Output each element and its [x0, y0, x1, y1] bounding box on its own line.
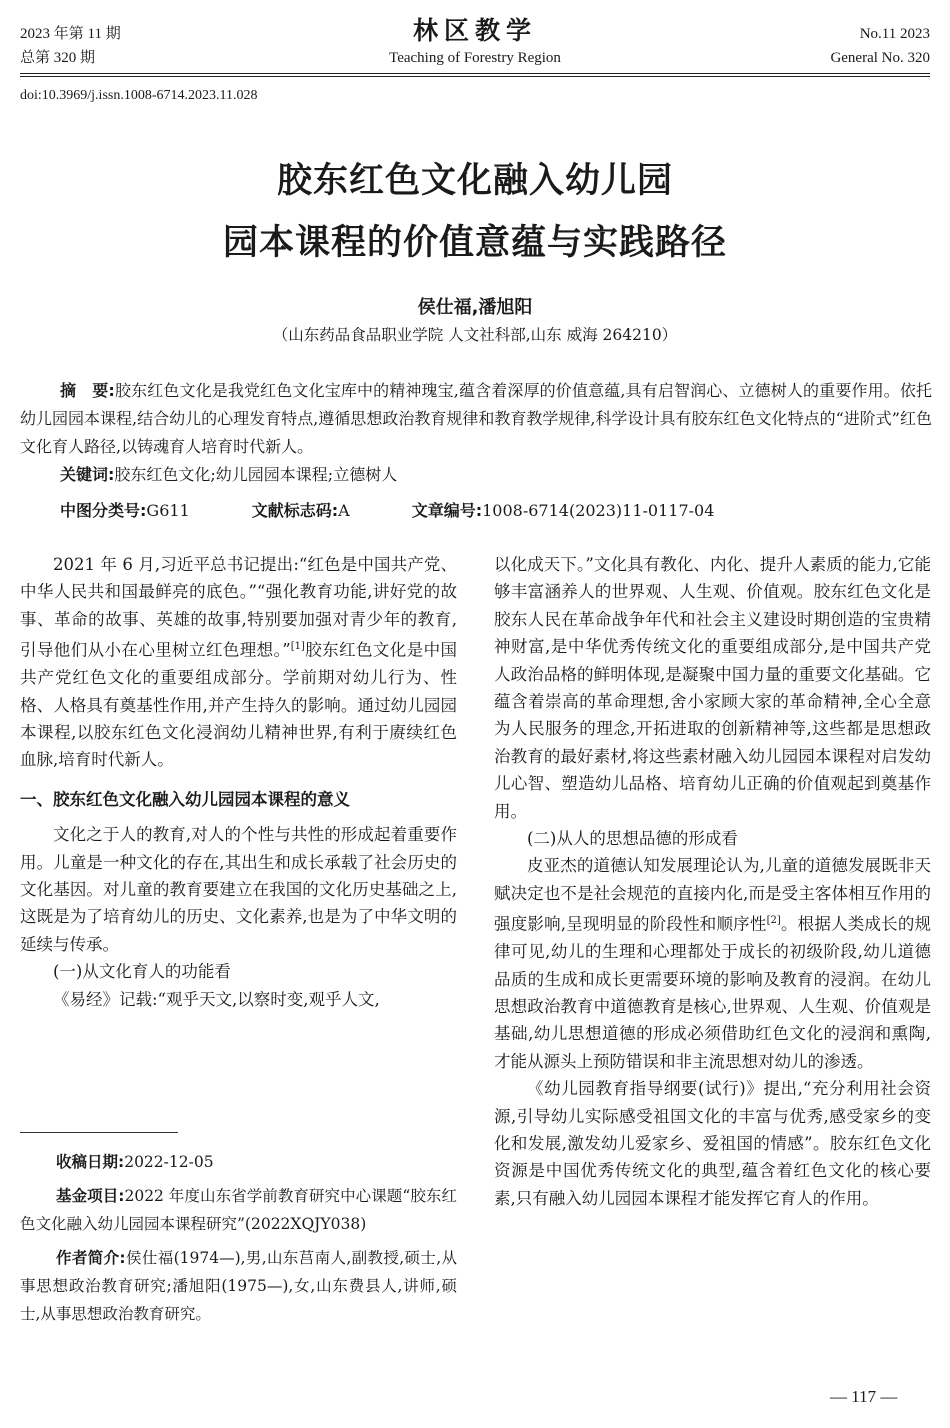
abstract	[20, 377, 932, 489]
paragraph-text: 皮亚杰的道德认知发展理论认为,儿童的道德发展既非天赋决定也不是社会规范的直接内化,而是受主客体相互作用的强度影响,呈现明显的阶段性和顺序性	[494, 856, 931, 934]
subsection-heading: (一)从文化育人的功能看	[53, 962, 231, 982]
footnote-rule	[20, 1132, 178, 1133]
abstract-text: 胶东红色文化是我党红色文化宝库中的精神瑰宝,蕴含着深厚的价值意蕴,具有启智润心、立德树人的重要作用。依托幼儿园园本课程,结合幼儿的心理发育特点,遵循思想政治教育规律和教育教学规律,科学设计具有胶东红色文化特点的“进阶式”红色文化育人路径,以铸魂育人培育时代新人。	[20, 381, 932, 456]
clc-label: 中图分类号:	[60, 501, 147, 520]
authors: 侯仕福,潘旭阳	[417, 297, 533, 318]
doc-code-label: 文献标志码:	[251, 501, 339, 520]
issue-info-right	[830, 22, 930, 70]
body-column-left	[20, 551, 457, 1013]
paragraph-text: 胶东红色文化是中国共产党红色文化的重要组成部分。学前期对幼儿行为、性格、人格具有奠基性作用,并产生持久的影响。通过幼儿园园本课程,以胶东红色文化浸润幼儿精神世界,有利于赓续红色血脉,培育时代新人。	[20, 640, 458, 770]
clc-value: G611	[146, 501, 190, 520]
abstract-body	[20, 377, 932, 461]
bio-value: 侯仕福(1974—),男,山东莒南人,副教授,硕士,从事思想政治教育研究;潘旭阳(1975—),女,山东费县人,讲师,硕士,从事思想政治教育研究。	[20, 1249, 457, 1323]
paragraph	[494, 852, 931, 1075]
citation-ref[interactable]: [2]	[766, 915, 781, 927]
issue-total: 总第 320 期	[20, 50, 96, 66]
classification-row	[60, 497, 714, 525]
affiliation: （山东药品食品职业学院 人文社科部,山东 威海 264210）	[272, 326, 678, 344]
subsection-heading: (二)从人的思想品德的形成看	[527, 829, 738, 849]
fund-value: 2022 年度山东省学前教育研究中心课题“胶东红色文化融入幼儿园园本课程研究”(2022XQJY038)	[20, 1187, 457, 1233]
received-date	[20, 1148, 457, 1176]
paragraph: 《易经》记载:“观乎天文,以察时变,观乎人文,	[53, 989, 380, 1009]
author-bio	[20, 1244, 457, 1328]
abstract-label: 摘 要:	[60, 381, 115, 400]
citation-ref[interactable]: [1]	[290, 641, 305, 653]
header-rule-thin	[20, 76, 930, 77]
paragraph: 《幼儿园教育指导纲要(试行)》提出,“充分利用社会资源,引导幼儿实际感受祖国文化的丰富与优秀,感受家乡的变化和发展,激发幼儿爱家乡、爱祖国的情感”。胶东红色文化资源是中国优秀传统文化的典型,蕴含着红色文化的核心要素,只有融入幼儿园园本课程才能发挥它育人的作用。	[494, 1079, 931, 1208]
paragraph-text: 。根据人类成长的规律可见,幼儿的生理和心理都处于成长的初级阶段,幼儿道德品质的生成和成长更需要环境的影响及教育的浸润。在幼儿思想政治教育中道德教育是核心,世界观、人生观、价值观是基础,幼儿思想道德的形成必须借助红色文化的浸润和熏陶,才能从源头上预防错误和非主流思想对幼儿的渗透。	[494, 914, 932, 1071]
keywords-label: 关键词:	[60, 465, 115, 484]
journal-title-en: Teaching of Forestry Region	[389, 50, 561, 66]
issue-number: No.11 2023	[859, 26, 930, 42]
journal-name	[0, 14, 950, 68]
article-number-label: 文章编号:	[411, 501, 483, 520]
doc-code-value: A	[338, 501, 350, 520]
keywords-text: 胶东红色文化;幼儿园园本课程;立德树人	[114, 465, 398, 484]
received-value: 2022-12-05	[124, 1153, 214, 1171]
keywords	[20, 461, 932, 489]
paragraph: 以化成天下。”文化具有教化、内化、提升人素质的能力,它能够丰富涵养人的世界观、人生观、价值观。胶东红色文化是胶东人民在革命战争年代和社会主义建设时期创造的宝贵精神财富,是中华优秀传统文化的重要组成部分,是中国共产党人政治品格的鲜明体现,是凝聚中国力量的重要文化基础。它蕴含着崇高的革命理想,舍小家顾大家的革命精神,全心全意为人民服务的理念,开拓进取的创新精神等,这些都是思想政治教育的最好素材,将这些素材融入幼儿园园本课程对启发幼儿心智、塑造幼儿品格、培育幼儿正确的价值观起到奠基作用。	[494, 555, 931, 821]
header-rule	[20, 73, 930, 74]
paragraph: 文化之于人的教育,对人的个性与共性的形成起着重要作用。儿童是一种文化的存在,其出生和成长承载了社会历史的文化基因。对儿童的教育要建立在我国的文化历史基础之上,这既是为了培育幼儿的历史、文化素养,也是为了中华文明的延续与传承。	[20, 825, 457, 954]
article-title	[0, 150, 950, 274]
article-number-value: 1008-6714(2023)11-0117-04	[482, 501, 715, 520]
title-line-2: 园本课程的价值意蕴与实践路径	[222, 222, 727, 263]
doi: doi:10.3969/j.issn.1008-6714.2023.11.028	[20, 88, 258, 103]
title-line-1: 胶东红色文化融入幼儿园	[276, 160, 673, 201]
section-heading: 一、胶东红色文化融入幼儿园园本课程的意义	[20, 789, 350, 809]
received-label: 收稿日期:	[56, 1153, 125, 1171]
paragraph-text: 2021 年 6 月,习近平总书记提出:“红色是中国共产党、中华人民共和国最鲜亮的底色。”“强化教育功能,讲好党的故事、革命的故事、英雄的故事,特别要加强对青少年的教育,引导他们从小在心里树立红色理想。”	[20, 555, 457, 660]
fund-info	[20, 1182, 457, 1238]
body-column-right	[494, 551, 931, 1212]
journal-title-cn: 林区教学	[412, 16, 537, 45]
page-number: — 117 —	[830, 1387, 898, 1406]
fund-label: 基金项目:	[56, 1187, 125, 1205]
footnotes	[20, 1148, 457, 1334]
issue-year: 2023 年第 11 期	[20, 26, 121, 42]
paragraph	[20, 551, 457, 774]
issue-general: General No. 320	[830, 50, 930, 66]
bio-label: 作者简介:	[56, 1249, 126, 1267]
